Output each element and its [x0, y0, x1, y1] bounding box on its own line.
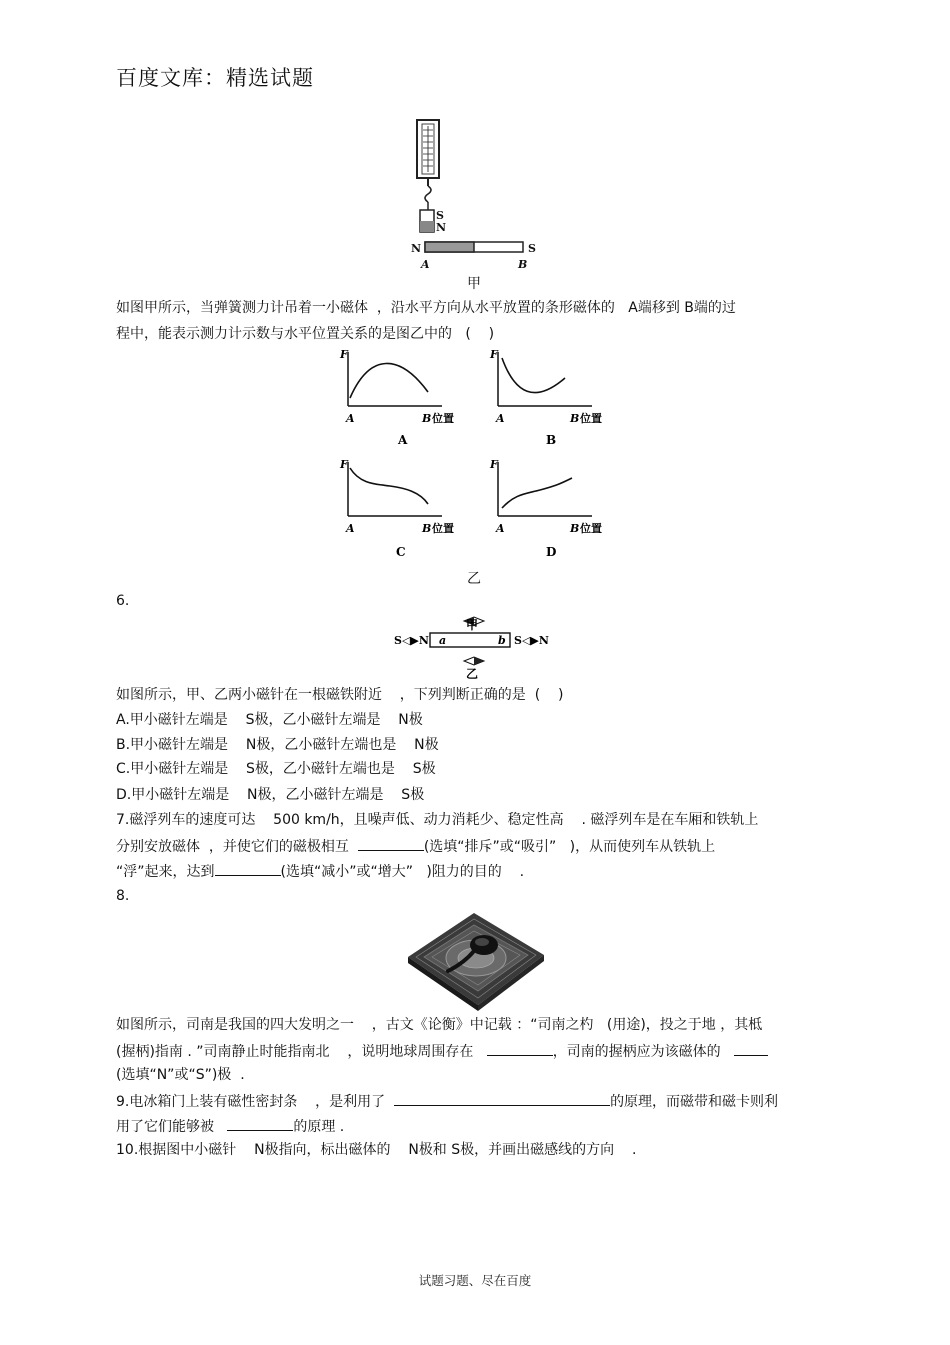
q5-line-1: 如图甲所示，当弹簧测力计吊着一小磁体 ，沿水平方向从水平放置的条形磁体的 A端移到 B端的过	[116, 300, 736, 316]
q9-blank-2[interactable]	[227, 1116, 293, 1131]
graph-d-x-name: 位置	[580, 522, 602, 535]
q8-line-1: 如图所示，司南是我国的四大发明之一 ，古文《论衡》中记载 ：“司南之杓 (用途)，投之于地 ，其柢	[116, 1017, 763, 1033]
q8-number: 8.	[116, 888, 130, 904]
q7-line-2b: (选填“排斥”或“吸引” )，从而使列车从铁轨上	[423, 839, 716, 855]
graph-c-label: C	[396, 545, 406, 559]
q9-line-2	[116, 1116, 344, 1136]
sinan-compass-image	[404, 905, 548, 1011]
q6-stem: 如图所示，甲、乙两小磁针在一根磁铁附近 ，下列判断正确的是 ( )	[116, 687, 564, 703]
graph-b-x-end: B	[570, 412, 580, 425]
graph-a-y-label: F	[340, 348, 348, 361]
page-footer: 试题习题、尽在百度	[418, 1273, 532, 1288]
graph-b-label: B	[546, 433, 557, 447]
small-magnet-n: N	[436, 221, 447, 234]
graph-a-x-start: A	[346, 412, 355, 425]
graph-a	[339, 348, 454, 447]
q7-line-1: 7.磁浮列车的速度可达 500 km/h，且噪声低、动力消耗少、稳定性高 . 磁浮列车是在车厢和铁轨上	[116, 812, 759, 828]
q8-line-2b: ，司南的握柄应为该磁体的	[552, 1044, 735, 1060]
q6-option-a: A.甲小磁针左端是 S极，乙小磁针左端是 N极	[116, 712, 423, 728]
graph-a-label: A	[398, 433, 408, 447]
q6-option-b: B.甲小磁针左端是 N极，乙小磁针左端也是 N极	[116, 737, 439, 753]
graph-d-label: D	[546, 545, 557, 559]
graph-c-x-name: 位置	[432, 522, 454, 535]
needle-yi-label: 乙	[466, 667, 479, 681]
left-needle: S◁▶N	[394, 634, 429, 647]
bar-n-label: N	[411, 242, 422, 255]
graph-b-x-start: A	[496, 412, 505, 425]
figure-q6	[392, 608, 562, 682]
q7-line-2a: 分别安放磁体 ，并使它们的磁极相互	[116, 839, 358, 855]
q9-blank-1[interactable]	[394, 1091, 610, 1106]
q8-line-2	[116, 1041, 768, 1061]
figure-jia-caption: 甲	[467, 276, 481, 292]
q8-blank-2[interactable]	[734, 1041, 768, 1056]
q7-line-3a: “浮”起来，达到	[116, 864, 215, 880]
graph-c-y-label: F	[340, 458, 348, 471]
needle-jia-label: 甲	[466, 618, 479, 632]
needle-yi	[464, 657, 484, 681]
q7-line-3	[116, 861, 524, 881]
page-title: 百度文库：精选试题	[116, 66, 314, 90]
small-magnet-s: S	[436, 209, 444, 222]
bar-end-b: b	[498, 634, 506, 647]
q6-number: 6.	[116, 593, 130, 609]
spring-scale	[417, 120, 439, 210]
graph-b-x-name: 位置	[580, 412, 602, 425]
graph-c-x-start: A	[346, 522, 355, 535]
q8-blank-1[interactable]	[487, 1041, 553, 1056]
right-needle: S◁▶N	[514, 634, 549, 647]
figure-yi-caption: 乙	[467, 571, 481, 587]
needle-jia	[464, 617, 484, 632]
graph-b-y-label: F	[490, 348, 498, 361]
point-b-label: B	[518, 258, 528, 271]
graph-d-y-label: F	[490, 458, 498, 471]
q7-blank-2[interactable]	[215, 861, 281, 876]
figure-jia	[400, 114, 560, 294]
graph-b	[489, 348, 602, 447]
graph-c	[339, 458, 454, 559]
graph-d-x-start: A	[496, 522, 505, 535]
graph-d	[489, 458, 602, 559]
graph-c-x-end: B	[422, 522, 432, 535]
q8-line-3: (选填“N”或“S”)极 .	[116, 1067, 245, 1083]
q6-option-d: D.甲小磁针左端是 N极，乙小磁针左端是 S极	[116, 787, 425, 803]
q5-line-2: 程中，能表示测力计示数与水平位置关系的是图乙中的 ( )	[116, 326, 495, 342]
q9-line-2a: 用了它们能够被	[116, 1119, 228, 1135]
figure-yi	[330, 344, 630, 566]
q7-line-2	[116, 836, 715, 856]
graph-d-x-end: B	[570, 522, 580, 535]
q10-line-1: 10.根据图中小磁针 N极指向，标出磁体的 N极和 S极，并画出磁感线的方向 .	[116, 1142, 637, 1158]
graph-a-x-name: 位置	[432, 412, 454, 425]
q9-line-1b: 的原理，而磁带和磁卡则利	[610, 1094, 779, 1110]
bar-end-a: a	[439, 634, 447, 647]
q6-option-c: C.甲小磁针左端是 S极，乙小磁针左端也是 S极	[116, 761, 436, 777]
q9-line-2b: 的原理 .	[293, 1119, 345, 1135]
q7-blank-1[interactable]	[358, 836, 424, 851]
q8-line-2a: (握柄)指南 . ”司南静止时能指南北 ，说明地球周围存在	[116, 1044, 487, 1060]
bar-s-label: S	[528, 242, 536, 255]
point-a-label: A	[421, 258, 430, 271]
q9-line-1	[116, 1091, 778, 1111]
q9-line-1a: 9.电冰箱门上装有磁性密封条 ，是利用了	[116, 1094, 395, 1110]
graph-a-x-end: B	[422, 412, 432, 425]
q7-line-3b: (选填“减小”或“增大” )阻力的目的 .	[280, 864, 525, 880]
